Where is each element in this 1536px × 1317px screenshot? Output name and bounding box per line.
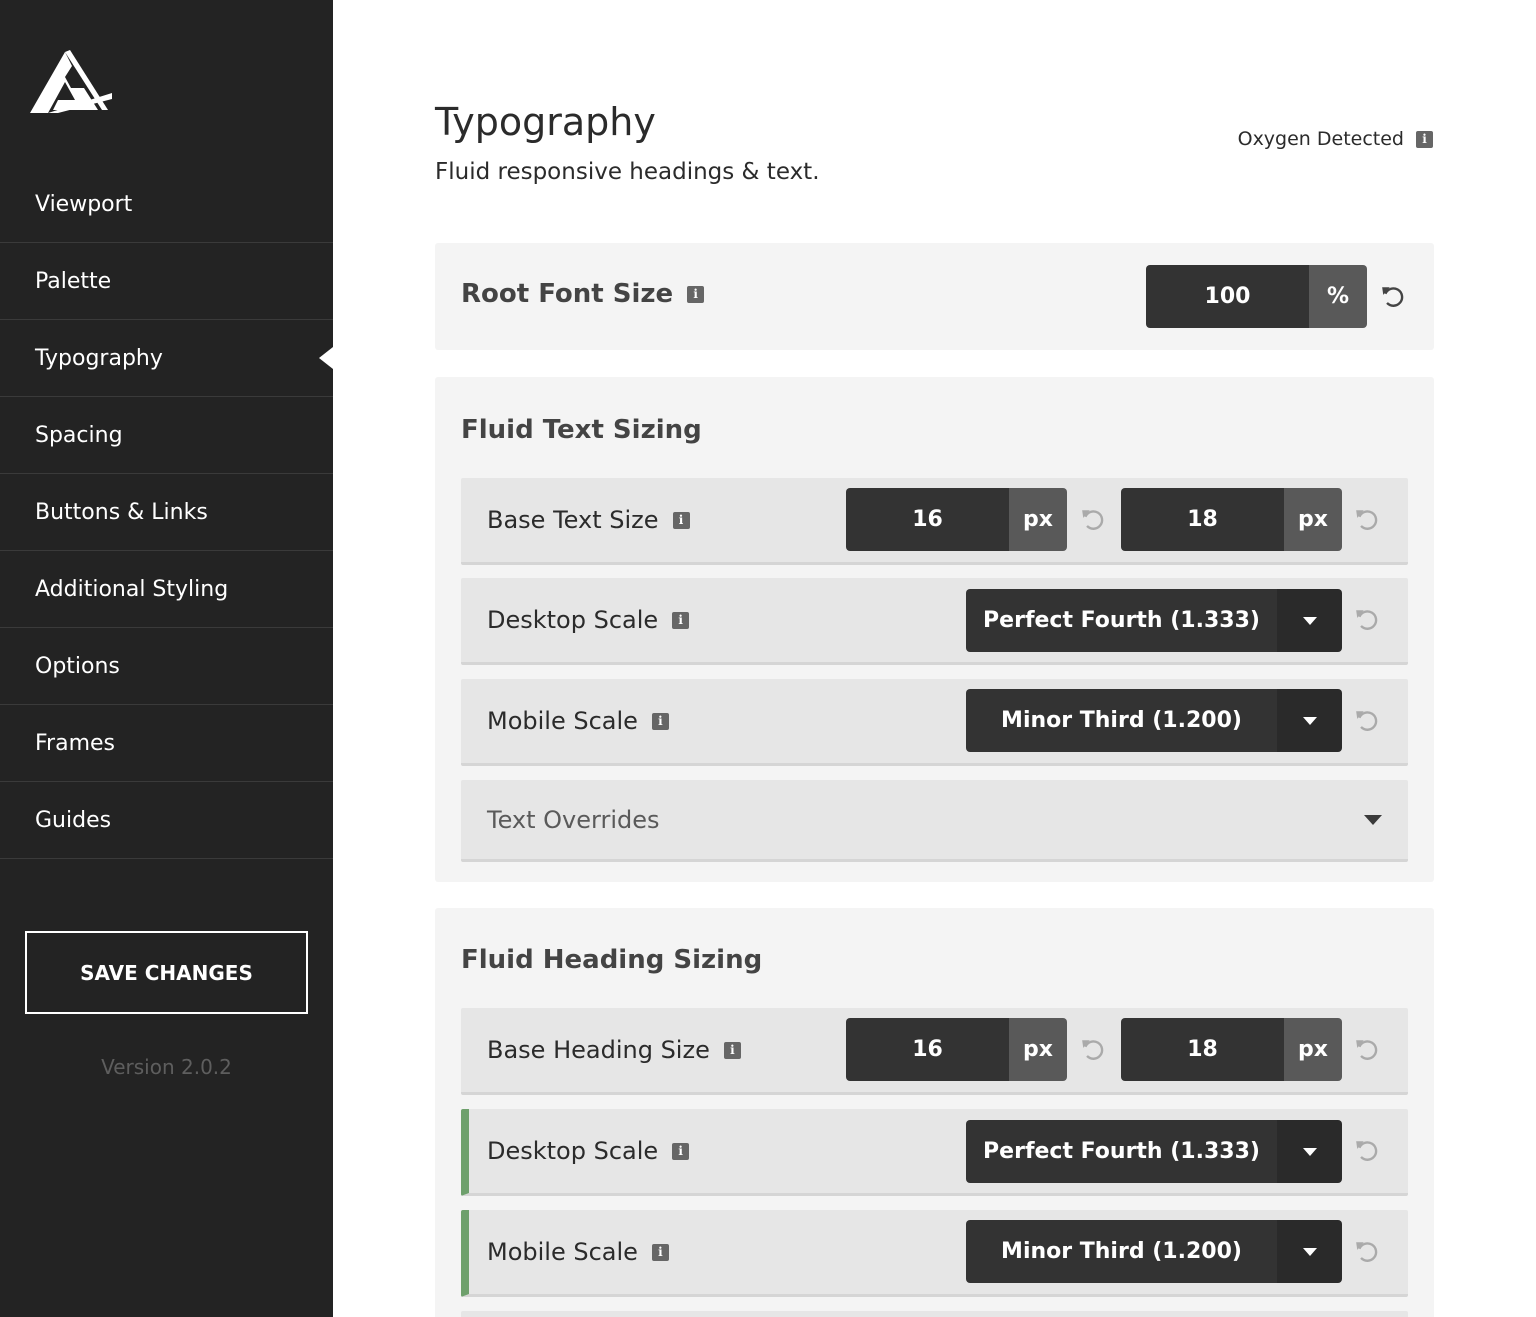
text-mobile-scale-label: Mobile Scale [487, 707, 638, 735]
fluid-text-panel [435, 377, 1434, 882]
reset-icon[interactable] [1353, 606, 1381, 634]
base-text-max-unit[interactable]: px [1284, 488, 1342, 551]
logo [28, 50, 112, 116]
base-text-min-value[interactable]: 16 [846, 488, 1009, 551]
reset-icon[interactable] [1353, 1137, 1381, 1165]
base-text-size-row [461, 478, 1408, 565]
heading-desktop-scale-select[interactable] [966, 1120, 1342, 1183]
sidebar-item-additional-styling[interactable] [0, 551, 333, 628]
root-font-input[interactable] [1146, 265, 1367, 328]
info-icon[interactable]: i [652, 713, 669, 730]
oxygen-detected-label: Oxygen Detected [1237, 128, 1404, 150]
sidebar-item-label: Options [35, 653, 120, 679]
next-row-partial [461, 1311, 1408, 1317]
root-font-label: Root Font Size [461, 279, 674, 309]
text-desktop-scale-row [461, 578, 1408, 665]
sidebar [0, 0, 333, 1317]
info-icon[interactable]: i [673, 512, 690, 529]
base-heading-max-input[interactable] [1121, 1018, 1342, 1081]
version-label: Version 2.0.2 [101, 1055, 232, 1079]
fluid-heading-title: Fluid Heading Sizing [461, 945, 763, 975]
text-desktop-scale-label: Desktop Scale [487, 606, 659, 634]
heading-mobile-scale-value[interactable]: Minor Third (1.200) [966, 1220, 1277, 1283]
sidebar-item-label: Frames [35, 730, 116, 756]
caret-down-icon[interactable] [1277, 589, 1342, 652]
heading-mobile-scale-row [461, 1210, 1408, 1297]
base-heading-size-row [461, 1008, 1408, 1095]
sidebar-nav [0, 166, 333, 859]
base-heading-size-label: Base Heading Size [487, 1036, 710, 1064]
sidebar-item-label: Viewport [35, 191, 133, 217]
info-icon[interactable]: i [687, 286, 704, 303]
heading-desktop-scale-value[interactable]: Perfect Fourth (1.333) [966, 1120, 1277, 1183]
heading-desktop-scale-label-group [487, 1109, 689, 1193]
info-icon[interactable]: i [652, 1244, 669, 1261]
base-heading-min-value[interactable]: 16 [846, 1018, 1009, 1081]
sidebar-item-label: Additional Styling [35, 576, 229, 602]
sidebar-item-label: Spacing [35, 422, 123, 448]
base-text-max-value[interactable]: 18 [1121, 488, 1284, 551]
sidebar-item-palette[interactable] [0, 243, 333, 320]
heading-mobile-scale-label-group [487, 1210, 669, 1294]
oxygen-detected [1238, 128, 1433, 150]
text-mobile-scale-value[interactable]: Minor Third (1.200) [966, 689, 1277, 752]
heading-mobile-scale-select[interactable] [966, 1220, 1342, 1283]
sidebar-item-frames[interactable] [0, 705, 333, 782]
base-text-min-input[interactable] [846, 488, 1067, 551]
text-mobile-scale-label-group [487, 679, 669, 763]
info-icon[interactable]: i [724, 1042, 741, 1059]
base-heading-max-unit[interactable]: px [1284, 1018, 1342, 1081]
heading-mobile-scale-label: Mobile Scale [487, 1238, 638, 1266]
fluid-text-title: Fluid Text Sizing [461, 415, 702, 445]
reset-icon[interactable] [1079, 506, 1107, 534]
info-icon[interactable]: i [672, 1143, 689, 1160]
base-heading-min-unit[interactable]: px [1009, 1018, 1067, 1081]
base-text-size-label: Base Text Size [487, 506, 659, 534]
sidebar-item-spacing[interactable] [0, 397, 333, 474]
text-overrides-label: Text Overrides [487, 805, 660, 834]
base-heading-size-label-group [487, 1008, 741, 1092]
base-heading-min-input[interactable] [846, 1018, 1067, 1081]
reset-icon[interactable] [1353, 1036, 1381, 1064]
sidebar-item-label: Guides [35, 807, 112, 833]
sidebar-item-label: Palette [35, 268, 112, 294]
base-heading-max-value[interactable]: 18 [1121, 1018, 1284, 1081]
sidebar-item-label: Typography [35, 345, 163, 371]
sidebar-item-buttons-links[interactable] [0, 474, 333, 551]
heading-desktop-scale-label: Desktop Scale [487, 1137, 659, 1165]
reset-icon[interactable] [1353, 1238, 1381, 1266]
info-icon[interactable]: i [1416, 131, 1433, 148]
reset-icon[interactable] [1079, 1036, 1107, 1064]
base-text-max-input[interactable] [1121, 488, 1342, 551]
text-desktop-scale-value[interactable]: Perfect Fourth (1.333) [966, 589, 1277, 652]
save-changes-button[interactable]: SAVE CHANGES [25, 931, 308, 1014]
text-desktop-scale-label-group [487, 578, 689, 662]
sidebar-item-viewport[interactable] [0, 166, 333, 243]
text-mobile-scale-row [461, 679, 1408, 766]
page-subtitle: Fluid responsive headings & text. [435, 159, 820, 185]
fluid-heading-panel [435, 908, 1434, 1317]
root-font-panel [435, 243, 1434, 350]
text-desktop-scale-select[interactable] [966, 589, 1342, 652]
reset-icon[interactable] [1353, 707, 1381, 735]
root-font-unit[interactable]: % [1309, 265, 1367, 328]
caret-down-icon[interactable] [1277, 1220, 1342, 1283]
page-title: Typography [435, 100, 656, 144]
reset-icon[interactable] [1353, 506, 1381, 534]
text-overrides-toggle[interactable] [461, 780, 1408, 862]
root-font-label-group [461, 279, 704, 309]
caret-down-icon[interactable] [1277, 1120, 1342, 1183]
main-content [333, 0, 1536, 1317]
root-font-value[interactable]: 100 [1146, 265, 1309, 328]
sidebar-item-guides[interactable] [0, 782, 333, 859]
sidebar-item-label: Buttons & Links [35, 499, 208, 525]
reset-icon[interactable] [1379, 283, 1407, 311]
base-text-min-unit[interactable]: px [1009, 488, 1067, 551]
info-icon[interactable]: i [672, 612, 689, 629]
caret-down-icon[interactable] [1364, 815, 1382, 825]
base-text-size-label-group [487, 478, 690, 562]
text-mobile-scale-select[interactable] [966, 689, 1342, 752]
sidebar-item-typography[interactable] [0, 320, 333, 397]
sidebar-item-options[interactable] [0, 628, 333, 705]
heading-desktop-scale-row [461, 1109, 1408, 1196]
caret-down-icon[interactable] [1277, 689, 1342, 752]
